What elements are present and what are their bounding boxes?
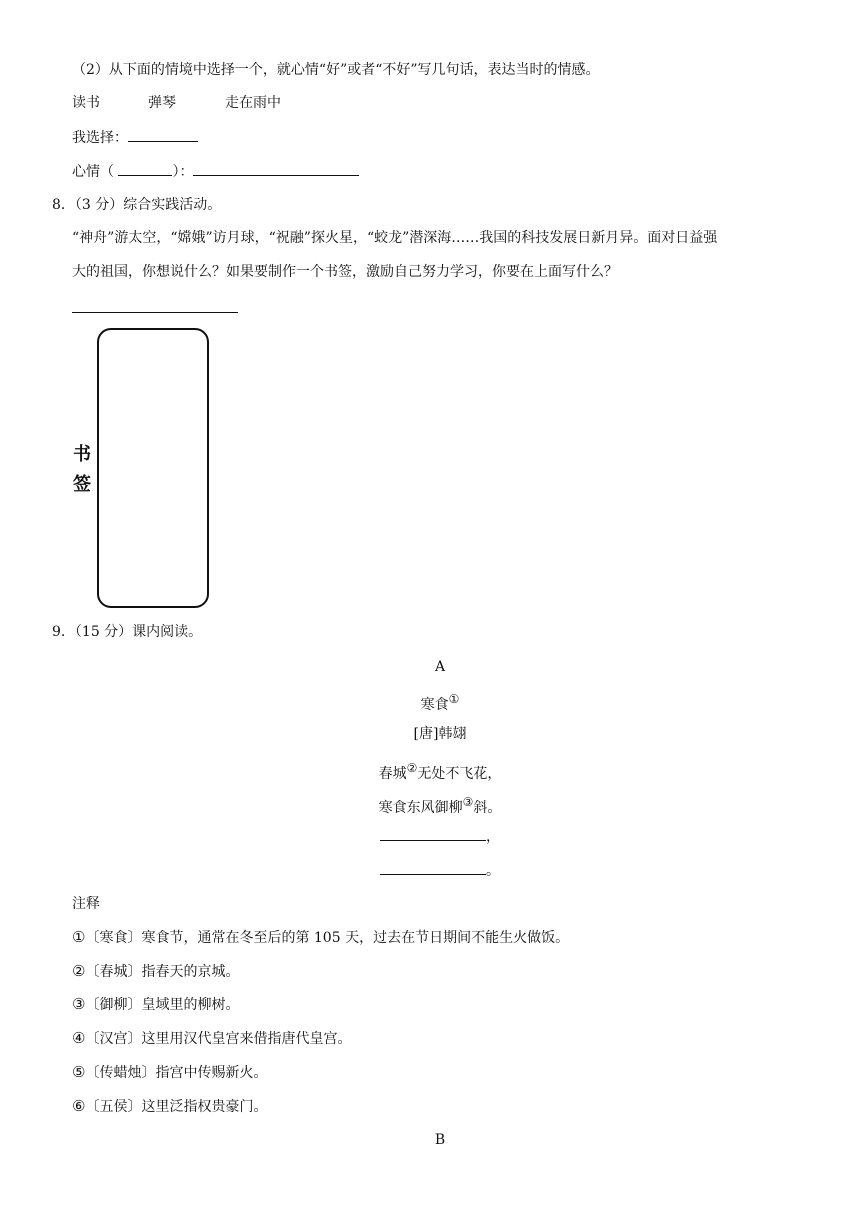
note-item	[72, 961, 239, 982]
section-b-label: B	[434, 1132, 446, 1148]
poem-line-2-part-b: 斜。	[473, 800, 502, 816]
poem-title-note-mark: ①	[448, 692, 460, 706]
poem-blank-4-punct: 。	[486, 863, 500, 879]
poem-blank-3-punct: ，	[486, 829, 500, 845]
note-mark: ①	[72, 928, 86, 946]
poem-line-1-part-b: 无处不飞花，	[417, 766, 502, 782]
q7-part2-prompt: （2）从下面的情境中选择一个，就心情“好”或者“不好”写几句话，表达当时的情感。	[72, 62, 600, 78]
note-item	[72, 1028, 351, 1049]
note-item	[72, 994, 239, 1015]
section-a-label: A	[434, 659, 446, 675]
poem-line-2	[0, 792, 860, 818]
choose-blank[interactable]	[128, 127, 198, 142]
q8-answer-blank[interactable]	[72, 296, 238, 313]
choose-row	[72, 127, 198, 148]
note-item	[72, 1096, 267, 1117]
bookmark-frame[interactable]	[97, 328, 209, 608]
notes-title: 注释	[72, 896, 100, 912]
note-mark: ②	[72, 962, 86, 980]
q8-line1: “神舟”游太空，“嫦娥”访月球，“祝融”探火星，“蛟龙”潜深海……我国的科技发展日新月异。面对日益强	[72, 230, 718, 246]
note-mark: ⑥	[72, 1097, 86, 1115]
note-mark: ⑤	[72, 1063, 86, 1081]
note-text: 〔五侯〕这里泛指权贵豪门。	[85, 1099, 268, 1115]
poem-title	[0, 689, 860, 715]
mood-blank[interactable]	[118, 161, 172, 176]
note-text: 〔春城〕指春天的京城。	[85, 964, 240, 980]
note-text: 〔御柳〕皇域里的柳树。	[85, 997, 240, 1013]
poem-line-1	[0, 758, 860, 784]
note-item	[72, 927, 569, 948]
poem-blank-line-4	[0, 860, 860, 881]
poem-blank-3[interactable]	[380, 826, 486, 841]
poem-blank-4[interactable]	[380, 860, 486, 875]
note-text: 〔汉宫〕这里用汉代皇宫来借指唐代皇宫。	[85, 1031, 352, 1047]
mood-label-close: ）：	[172, 164, 194, 180]
mood-row	[72, 161, 359, 182]
note-text: 〔寒食〕寒食节，通常在冬至后的第 105 天，过去在节日期间不能生火做饭。	[85, 930, 570, 946]
note-mark: ③	[72, 995, 86, 1013]
choose-label: 我选择：	[72, 130, 128, 146]
bookmark-label-char-2: 签	[73, 474, 91, 495]
q8-heading: 8．（3 分）综合实践活动。	[52, 197, 222, 213]
mood-text-blank[interactable]	[193, 161, 359, 176]
mood-label-open: 心情（	[72, 164, 114, 180]
q7-option-rain: 走在雨中	[225, 95, 281, 111]
poem-line-1-note-mark: ②	[406, 761, 418, 775]
q9-heading: 9．（15 分）课内阅读。	[52, 624, 203, 640]
note-text: 〔传蜡烛〕指宫中传赐新火。	[85, 1065, 268, 1081]
q7-option-piano: 弹琴	[148, 95, 176, 111]
poem-line-1-part-a: 春城	[378, 766, 407, 782]
poem-title-text: 寒食	[420, 697, 449, 713]
bookmark-label	[72, 440, 92, 500]
note-mark: ④	[72, 1029, 86, 1047]
poem-blank-line-3	[0, 826, 860, 847]
poem-author: [唐]韩翃	[413, 726, 467, 742]
poem-line-2-note-mark: ③	[462, 795, 474, 809]
poem-line-2-part-a: 寒食东风御柳	[378, 800, 463, 816]
bookmark-label-char-1: 书	[73, 444, 91, 465]
q8-line2: 大的祖国，你想说什么？如果要制作一个书签，激励自己努力学习，你要在上面写什么？	[72, 264, 618, 280]
q7-option-reading: 读书	[72, 95, 100, 111]
note-item	[72, 1062, 267, 1083]
